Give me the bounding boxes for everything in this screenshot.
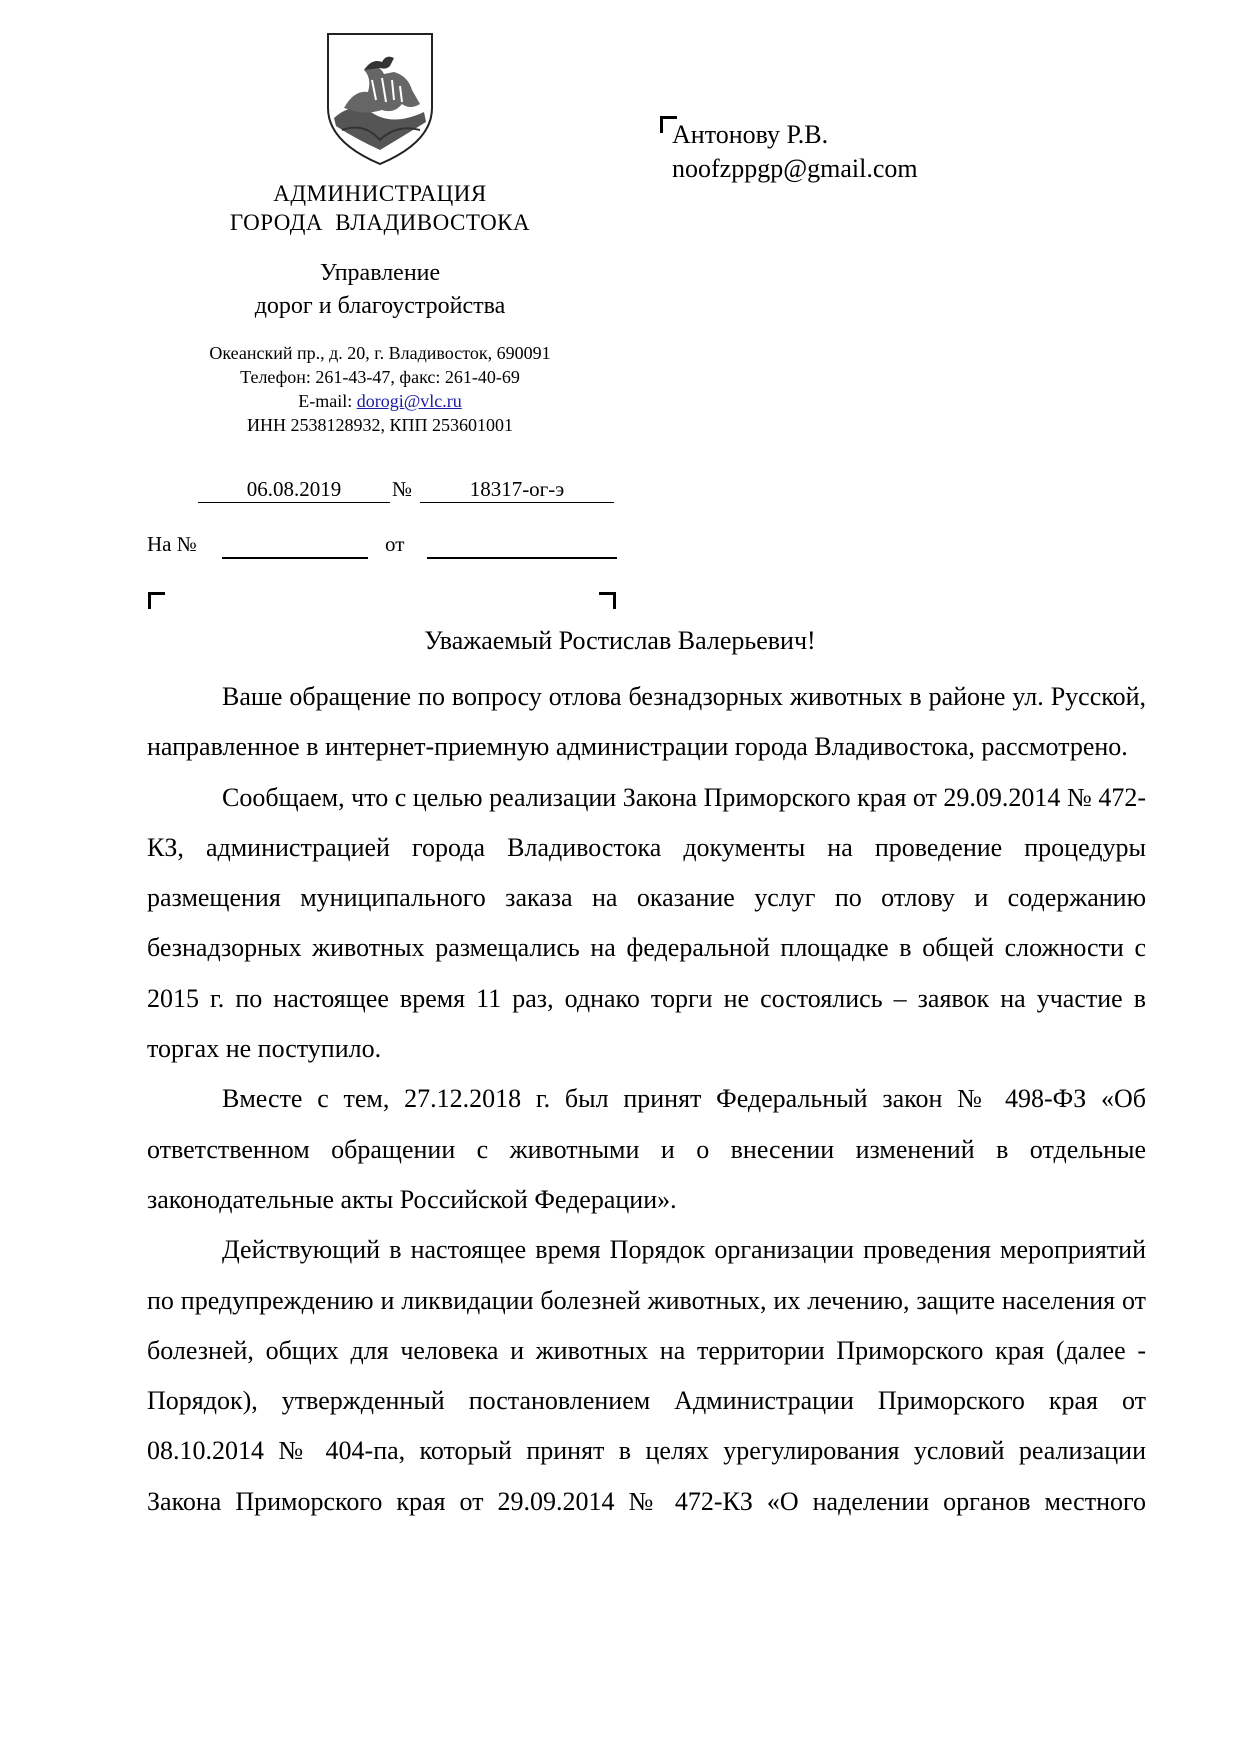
email-label: E-mail:	[298, 391, 357, 411]
sender-dept-line2: дорог и благоустройства	[254, 293, 506, 319]
coat-of-arms-emblem	[324, 30, 436, 168]
letter-paragraph: Сообщаем, что с целью реализации Закона Приморского края от 29.09.2014 № 472-КЗ, администрацией города Владивостока документы на проведение процедуры размещения муниципального заказа на оказание услуг по отлову и содержанию безнадзорных животных размещались на федеральной площадке в общей сложности с 2015 г. по настоящее время 11 раз, однако торги не состоялись – заявок на участие в торгах не поступило.	[147, 782, 1146, 1064]
sender-email-link[interactable]: dorogi@vlc.ru	[356, 391, 462, 411]
sender-inn-kpp: ИНН 2538128932, КПП 253601001	[246, 415, 513, 435]
registration-number-label: №	[392, 477, 413, 501]
sender-phone: Телефон: 261-43-47, факс: 261-40-69	[240, 367, 520, 387]
sender-address: Океанский пр., д. 20, г. Владивосток, 690091	[209, 343, 551, 363]
letter-paragraph: Ваше обращение по вопросу отлова безнадзорных животных в районе ул. Русской, направленное в интернет-приемную администрации города Владивостока, рассмотрено.	[147, 682, 1146, 762]
subject-corner-left	[148, 592, 165, 609]
letter-body	[147, 672, 1146, 1527]
reference-number-label: На №	[147, 532, 197, 556]
reference-date-label: от	[385, 532, 405, 556]
letter-paragraph: Вместе с тем, 27.12.2018 г. был принят Федеральный закон № 498-ФЗ «Об ответственном обращении с животными и о внесении изменений в отдельные законодательные акты Российской Федерации».	[147, 1084, 1146, 1214]
registration-date: 06.08.2019	[198, 477, 390, 503]
sender-dept-line1: Управление	[319, 260, 441, 286]
sender-email-line	[150, 391, 610, 412]
recipient-name: Антонову Р.В.	[672, 120, 829, 149]
sender-org-line1: АДМИНИСТРАЦИЯ	[273, 181, 487, 206]
letter-salutation: Уважаемый Ростислав Валерьевич!	[424, 626, 816, 655]
reference-date-field	[427, 532, 617, 559]
recipient-block	[672, 118, 918, 186]
recipient-email: noofzppgp@gmail.com	[672, 154, 918, 183]
registration-number: 18317-ог-э	[420, 477, 614, 503]
subject-corner-right	[599, 592, 616, 609]
reference-number-field	[222, 532, 368, 559]
letter-paragraph: Действующий в настоящее время Порядок организации проведения мероприятий по предупреждению и ликвидации болезней животных, их лечению, защите населения от болезней, общих для человека и животных на территории Приморского края (далее - Порядок), утвержденный постановлением Администрации Приморского края от 08.10.2014 № 404-па, который принят в целях урегулирования условий реализации Закона Приморского края от 29.09.2014 № 472-КЗ «О наделении органов местного	[147, 1235, 1146, 1516]
sender-org-line2: ГОРОДА ВЛАДИВОСТОКА	[229, 210, 531, 235]
